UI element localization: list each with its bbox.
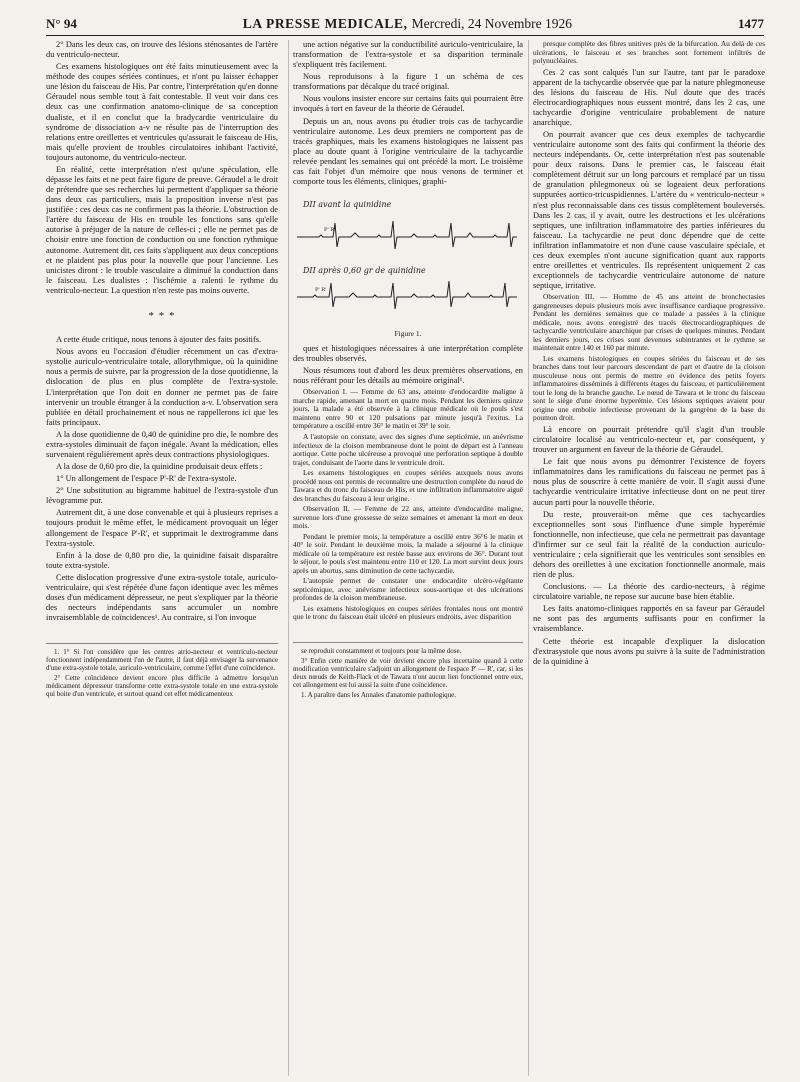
footnote: 3° Enfin cette manière de voir devient encore plus incertaine quand à cette modification ventriculaire s'adjoint un allongement de l'espace P' — R', car, si les deux nœuds de Keith-Flack et de Tawara n'ont aucun lien fonctionnel entre eux, cet allongement est lui aussi la suite d'une coïncidence. (293, 656, 523, 689)
paragraph: 2° Dans les deux cas, on trouve des lésions sténosantes de l'artère du ventriculo-necteur. (46, 40, 278, 60)
paragraph: 2° Une substitution au bigramme habituel de l'extra-systole d'un lévogramme pur. (46, 486, 278, 506)
observation-text: Observation I. — Femme de 63 ans, atteinte d'endocardite maligne à marche rapide, amenant la mort en quatre mois. Pendant les derniers quinze jours, la malade a été observée à la clinique médicale où le pouls s'est maintenu entre 90 et 120 pulsations par minute jusqu'à l'exitus. La température a oscillé entre 36° le matin et 39° le soir. (293, 387, 523, 431)
paragraph: 1° Un allongement de l'espace P'-R' de l'extra-systole. (56, 474, 237, 484)
paragraph: une action négative sur la conductibilité auriculo-ventriculaire, la transformation de l'extra-systole et sa disparition terminale s'expliquent très facilement. (293, 40, 523, 70)
observation-text: L'autopsie permet de constater une endocardite ulcéro-végétante septicémique, avec anévrisme infectieux sous-aortique et des ulcérations profondes de la cloison membraneuse. (293, 576, 523, 603)
footnote: se reproduit constamment et toujours pour la même dose. (301, 646, 462, 655)
paragraph: Le fait que nous avons pu démontrer l'existence de foyers inflammatoires dans les ramifications du faisceau ne permet pas à nous plus de souscrire à cette manière de voir. Il s'agit aussi d'une tachycardie ventriculaire irritative infectieuse dont on ne peut tirer aucun parti pour la nouvelle théorie. (533, 457, 765, 507)
observation-text: presque complète des fibres unitives près de la bifurcation. Au delà de ces ulcérations, le faisceau et ses branches sont fortement infiltrés de polynucléaires. (533, 40, 765, 66)
paragraph: En réalité, cette interprétation n'est qu'une spéculation, elle dépasse les faits et ne peut faire figure de preuve. Géraudel a le droit de prétendre que ses recherches lui permettent d'appliquer sa théorie dans deux cas particuliers, mais la proposition inverse n'est pas justifiée : ces deux cas ne confirment pas la théorie. L'obstruction de l'artère du faisceau de His en trouble les fonctions sans qu'elle autorise à préjuger de la nature de celles-ci ; elle ne permet pas de choisir entre une fonction de conduction ou une fonction rythmique autonome. Autrement dit, ces faits s'appliquent aux deux conceptions et ne plaident pas plus pour la nouvelle que pour l'ancienne. Les unicistes diront : le trouble vasculaire a diminué la conduction dans le faisceau. Les dualistes : l'ischémie a ralenti le rythme du ventriculo-necteur. La question n'en reste pas moins ouverte. (46, 164, 278, 295)
journal-name: LA PRESSE MEDICALE, (242, 16, 408, 31)
page-header (46, 4, 764, 36)
paragraph: Du reste, prouverait-on même que ces tachycardies exceptionnelles sont sous l'influence d'une simple hyperémie fonctionnelle, non infectieuse, que cela ne permettrait pas davantage d'infirmer sur ce seul fait la réalité de la conduction auriculo-ventriculaire ; cela signifierait que les ventricules sont sensibles en dehors des oreillettes à une excitation fonctionnelle anormale, mais rien de plus. (533, 509, 765, 580)
issue-date: Mercredi, 24 Novembre 1926 (411, 16, 573, 31)
observation-text: Pendant le premier mois, la température a oscillé entre 36°6 le matin et 40° le soir. Pendant le deuxième mois, la malade a séjourné à la clinique médicale où la température est restée basse aux environs de 36°. Durant tout le séjour, le pouls s'est maintenu entre 110 et 120. La mort survint deux jours après un abortus, sans diminution de cette tachycardie. (293, 531, 523, 575)
page-number: 1477 (738, 16, 764, 31)
observation-text: Les examens histologiques en coupes sériées frontales nous ont montré que le tronc du faisceau était ulcéré en plusieurs endroits, avec disparition (293, 603, 523, 622)
issue-number: N° 94 (46, 16, 77, 31)
paragraph: Nous reproduisons à la figure 1 un schéma de ces transformations par décalque du tracé original. (293, 72, 523, 92)
paragraph: A la dose quotidienne de 0,40 de quinidine pro die, le nombre des extra-systoles diminuait de façon inégale. Avant la médication, elles survenaient régulièrement après deux contractions physiologiques. (46, 429, 278, 459)
paragraph: Depuis un an, nous avons pu étudier trois cas de tachycardie ventriculaire autonome. Les deux premiers ne comportent pas de tracés graphiques, mais les examens histologiques ne laissent pas place au doute quant à l'origine ventriculaire de la tachycardie relevée pendant les semaines qui ont précédé la mort. Le troisième cas fait l'objet d'un mémoire que nous venons de terminer et comporte tous les éléments, cliniques, graphi- (293, 116, 523, 187)
ecg-label-after: DII après 0,60 gr de quinidine (303, 266, 426, 276)
ecg-trace-before (297, 221, 517, 249)
footnote: 2° Cette coïncidence devient encore plus difficile à admettre lorsqu'un médicament dépresseur transforme cette extra-systole totale en une extra-systole qui boite d'un ventricule, et surtout quand cet effet médicamenteux (46, 674, 278, 699)
observation-text: Observation II. — Femme de 22 ans, atteinte d'endocardite maligne, survenue lors d'une grossesse de seize semaines et amenant la mort en deux mois. (293, 504, 523, 531)
paragraph: A cette étude critique, nous tenons à ajouter des faits positifs. (56, 335, 262, 345)
ecg-label-before: DII avant la quinidine (303, 200, 392, 210)
paragraph: Conclusions. — La théorie des cardio-necteurs, à régime circulatoire variable, ne repose sur aucune base bien établie. (533, 582, 765, 602)
paragraph: On pourrait avancer que ces deux exemples de tachycardie ventriculaire autonome sont des faits qui confirment la théorie des necteurs indépendants. Or, cette interprétation n'est pas soutenable pour deux raisons. Dans le premier cas, le faisceau était complètement détruit sur un long parcours et remplacé par un tissu de granulation phlegmoneux où se logeaient deux perforations suppurées aortico-tricuspidiennes. L'artère du « ventriculo-necteur » n'est plus reconnaissable dans ces tissus complètement bouleversés. Dans les 2 cas, il y avait, outre les destructions et les ulcérations septiques, une infiltration inflammatoire des parties inférieures du faisceau. La tachycardie ne peut donc dépendre que de cette infiltration inflammatoire et non d'une cause vasculaire spéciale, et ces deux exemples n'ont aucune signification quant aux rapports entre oreillettes et ventricules. Ils représentent uniquement 2 cas exceptionnels de tachycardie ventriculaire autonome de nature septique, irritative. (533, 130, 765, 291)
footnotes (46, 643, 278, 698)
paragraph: Nous voulons insister encore sur certains faits qui pourraient être invoqués à tort en faveur de la théorie de Géraudel. (293, 94, 523, 114)
footnote: 1. A paraître dans les Annales d'anatomie pathologique. (301, 691, 457, 700)
paragraph: Là encore on pourrait prétendre qu'il s'agit d'un trouble circulatoire localisé au ventriculo-necteur et, par conséquent, y trouver un argument en faveur de la théorie de Géraudel. (533, 425, 765, 455)
column-left (46, 40, 278, 1076)
observation-text: Observation III. — Homme de 45 ans atteint de bronchectasies gangreneuses depuis plusieurs mois avec insuffisance cardiaque progressive. Pendant les dernières semaines que ce malade a passées à la clinique médicale, nous avons enregistré des tracés électrocardiographiques de tachycardie ventriculaire anarchique par crises de quelques minutes. Pendant les derniers jours, ces crises sont devenues subintrantes et le rythme se maintenait entre 140 et 160 par minute. (533, 292, 765, 353)
observation-text: Les examens histologiques en coupes sériées auxquels nous avons procédé nous ont permis de reconnaître une destruction complète du nœud de Tawara et du tronc du faisceau de His, et une infiltration inflammatoire aiguë des branches du faisceau à leur origine. (293, 468, 523, 503)
footnotes (293, 642, 523, 699)
paragraph: ques et histologiques nécessaires à une interprétation complète des troubles observés. (293, 344, 523, 364)
svg-text:P' R': P' R' (324, 227, 336, 234)
paragraph: A la dose de 0,60 pro die, la quinidine produisait deux effets : (56, 462, 263, 472)
section-separator: * * * (148, 309, 176, 322)
column-middle (288, 40, 523, 1076)
paragraph: Autrement dit, à une dose convenable et qui à plusieurs reprises a toujours produit le même effet, le médicament provoquait un léger allongement de l'espace P'-R', et supprimait le dextrogramme dans l'extra-systole. (46, 508, 278, 548)
svg-text:P' R': P' R' (315, 287, 327, 294)
paragraph: Enfin à la dose de 0,80 pro die, la quinidine faisait disparaître toute extra-systole. (46, 550, 278, 570)
ecg-tracing (293, 195, 519, 325)
observation-text: A l'autopsie on constate, avec des signes d'une septicémie, un anévrisme infectieux de la cloison membraneuse dont le point de départ est à l'anneau aortique. Cette poche ulcéreuse a provoqué une perforation septique à double trajet, conduisant de l'aorte dans le ventricule droit. (293, 431, 523, 467)
footnote: 1. 1° Si l'on considère que les centres atrio-necteur et ventriculo-necteur fonctionnent indépendamment l'un de l'autre, il faut déjà envisager la survenance d'une extra-systole totale, auriculo-ventriculaire, comme l'effet d'une coïncidence. (46, 648, 278, 673)
paragraph: Les faits anatomo-cliniques rapportés en sa faveur par Géraudel ne sont pas des arguments suffisants pour en confirmer la vraisemblance. (533, 604, 765, 634)
observation-text: Les examens histologiques en coupes sériées du faisceau et de ses branches dans tout leur parcours descendant de part et d'autre de la cloison musculeuse nous ont permis de mettre en évidence des petits foyers inflammatoires disséminés à différents étages du faisceau, et particulièrement tout le long de la branche gauche. Le nœud de Tawara et le tronc du faisceau sont le siège d'une énorme hyperémie. Ces lésions septiques avaient pour origine une embolie infectieuse provenant de la gangrène de la base du poumon droit. (533, 353, 765, 423)
paragraph: Ces examens histologiques ont été faits minutieusement avec la méthode des coupes sériées continues, et n'ont pu laisser échapper une lésion du faisceau de His. Par contre, l'interprétation qu'en donne Géraudel nous semble tout à fait contestable. Il veut voir dans ces deux cas une confirmation anatomo-clinique de sa conception dualiste, et il en conclut que la bradycardie ventriculaire du syndrome de dissociation a-v ne résulte pas de l'interruption des relations entre oreillettes et ventricules qu'assurait le faisceau de His, mais qu'elle provient de troubles circulatoires inhibant l'activité, toujours autonome, du ventriculo-necteur. (46, 62, 278, 162)
figure-ecg (293, 195, 523, 325)
paragraph: Nous avons eu l'occasion d'étudier récemment un cas d'extra-systolie auriculo-ventriculaire totale, allorythmique, où la quinidine nous a permis de suivre, par la progression de la dose quotidienne, la dislocation de plus en plus complète de l'extra-systole. L'interprétation que l'on doit en donner ne permet pas de faire intervenir un trouble étranger à la conduction a-v. L'observation sera publiée en détail prochainement et nous ne rappellerons ici que les faits principaux. (46, 347, 278, 427)
figure-caption: Figure 1. (394, 329, 422, 339)
paragraph: Ces 2 cas sont calqués l'un sur l'autre, tant par le paradoxe apparent de la tachycardie observée que par la nature phlegmoneuse des lésions du faisceau de His. Nul doute que des tracés électrocardiographiques nous eussent montré, dans les 2 cas, une tachycardie d'origine ventriculaire probablement de nature anarchique. (533, 67, 765, 127)
column-right (528, 40, 765, 1076)
ecg-trace-after (297, 281, 517, 309)
paragraph: Nous résumons tout d'abord les deux premières observations, en nous référant pour les détails au mémoire original¹. (293, 366, 523, 386)
journal-title (243, 16, 572, 32)
paragraph: Cette théorie est incapable d'expliquer la dislocation d'extrasystole que nous avons pu suivre à la suite de l'administration de la quinidine à (533, 636, 765, 666)
paragraph: Cette dislocation progressive d'une extra-systole totale, auriculo-ventriculaire, qui s'est répétée d'une façon identique avec les mêmes doses d'un médicament dépresseur, ne peut s'expliquer par la théorie des necteurs indépendants sans accumuler un nombre invraisemblable de coïncidences¹. Au contraire, si l'on invoque (46, 572, 278, 623)
